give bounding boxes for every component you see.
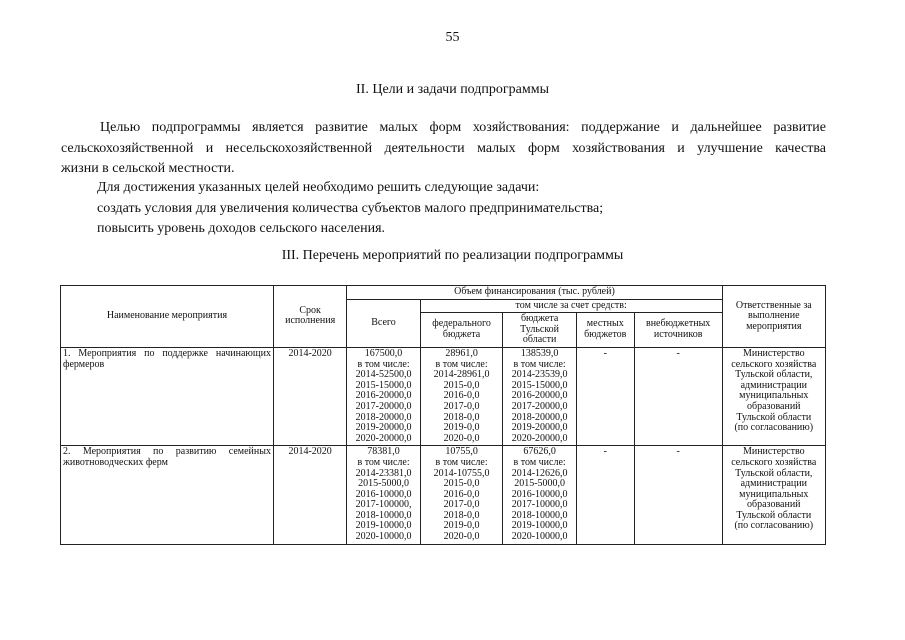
regional-cell-line: 2015-5000,0 [514, 478, 566, 490]
regional-cell-line: 138539,0 [520, 347, 559, 359]
regional-cell [503, 446, 576, 544]
regional-cell-line: 2014-23539,0 [511, 369, 568, 381]
federal-cell-line: 2014-28961,0 [433, 369, 490, 381]
total-cell-line: 2016-20000,0 [355, 390, 412, 402]
total-cell-line: в том числе: [357, 456, 410, 468]
table-row [61, 347, 826, 445]
header-funding: Объем финансирования (тыс. рублей) [347, 286, 722, 300]
responsible-cell-line: администрации [740, 379, 807, 391]
header-extra: внебюджетных источников [634, 313, 722, 348]
federal-cell-line: 2015-0,0 [443, 379, 480, 391]
total-cell-line: 2017-100000, [355, 499, 412, 511]
regional-cell-line: 2014-12626,0 [511, 467, 568, 479]
measure-name-cell: 1. Мероприятия по поддержке начинающих фермеров [61, 347, 274, 445]
regional-cell-line: 67626,0 [523, 446, 556, 458]
header-regional: бюджета Тульской области [503, 313, 576, 348]
responsible-cell-line: образований [747, 400, 801, 412]
total-cell-line: 2014-23381,0 [355, 467, 412, 479]
section-3-heading: III. Перечень мероприятий по реализации подпрограммы [281, 248, 624, 263]
responsible-cell [722, 446, 825, 544]
federal-cell-line: в том числе: [435, 456, 488, 468]
task-item: повысить уровень доходов сельского населения. [97, 221, 386, 236]
local-cell: - [576, 446, 634, 544]
total-cell-line: в том числе: [357, 358, 410, 370]
federal-cell-line: 2016-0,0 [443, 488, 480, 500]
federal-cell-line: 10755,0 [445, 446, 478, 458]
regional-cell-line: 2017-20000,0 [511, 400, 568, 412]
federal-cell-line: 2018-0,0 [443, 411, 480, 423]
responsible-cell-line: Тульской области [736, 509, 812, 521]
federal-cell-line: 2016-0,0 [443, 390, 480, 402]
total-cell-line: 2015-5000,0 [358, 478, 409, 490]
regional-cell-line: 2016-20000,0 [511, 390, 568, 402]
regional-cell-line: 2015-15000,0 [511, 379, 568, 391]
federal-cell-line: 2015-0,0 [443, 478, 480, 490]
responsible-cell-line: сельского хозяйства [731, 358, 817, 370]
responsible-cell-line: Министерство [742, 347, 805, 359]
regional-cell-line: в том числе: [513, 358, 566, 370]
page-number: 55 [445, 30, 460, 45]
regional-cell-line: 2018-10000,0 [511, 509, 568, 521]
total-cell-line: 2020-20000,0 [355, 432, 412, 444]
table-row [61, 446, 826, 544]
regional-cell [503, 347, 576, 445]
goal-line: Целью подпрограммы является развитие малых форм хозяйствования: поддержание и дальнейшее развитие [100, 120, 826, 135]
section-2-heading: II. Цели и задачи подпрограммы [356, 82, 549, 97]
goal-line: жизни в сельской местности. [61, 161, 235, 176]
federal-cell-line: 2017-0,0 [443, 400, 480, 412]
term-cell: 2014-2020 [273, 347, 346, 445]
total-cell [347, 446, 420, 544]
responsible-cell-line: (по согласованию) [734, 520, 814, 532]
responsible-cell-line: образований [747, 499, 801, 511]
extra-cell: - [634, 347, 722, 445]
header-local: местных бюджетов [576, 313, 634, 348]
header-name: Наименование мероприятия [61, 286, 274, 348]
header-total: Всего [347, 299, 420, 347]
regional-cell-line: 2019-20000,0 [511, 422, 568, 434]
federal-cell-line: 2018-0,0 [443, 509, 480, 521]
regional-cell-line: 2019-10000,0 [511, 520, 568, 532]
header-responsible: Ответственные за выполнение мероприятия [722, 286, 825, 348]
responsible-cell-line: муниципальных [739, 488, 809, 500]
total-cell-line: 167500,0 [364, 347, 403, 359]
header-federal: федерального бюджета [420, 313, 503, 348]
regional-cell-line: 2018-20000,0 [511, 411, 568, 423]
regional-cell-line: 2020-20000,0 [511, 432, 568, 444]
local-cell: - [576, 347, 634, 445]
goal-line: сельскохозяйственной и несельскохозяйственной деятельности малых форм хозяйствования и улучшение качества [61, 140, 826, 156]
federal-cell-line: 2014-10755,0 [433, 467, 490, 479]
regional-cell-line: в том числе: [513, 456, 566, 468]
federal-cell-line: 2020-0,0 [443, 531, 480, 543]
federal-cell-line: в том числе: [435, 358, 488, 370]
federal-cell-line: 2017-0,0 [443, 499, 480, 511]
responsible-cell-line: Тульской области, [735, 467, 813, 479]
federal-cell-line: 2019-0,0 [443, 422, 480, 434]
total-cell-line: 2015-15000,0 [355, 379, 412, 391]
regional-cell-line: 2016-10000,0 [511, 488, 568, 500]
federal-cell-line: 2020-0,0 [443, 432, 480, 444]
federal-cell [420, 446, 503, 544]
measure-name-cell: 2. Мероприятия по развитию семейных животноводческих ферм [61, 446, 274, 544]
total-cell-line: 2016-10000,0 [355, 488, 412, 500]
total-cell-line: 2018-10000,0 [355, 509, 412, 521]
total-cell-line: 78381,0 [367, 446, 400, 458]
responsible-cell-line: Тульской области, [735, 369, 813, 381]
total-cell-line: 2020-10000,0 [355, 531, 412, 543]
total-cell-line: 2014-52500,0 [355, 369, 412, 381]
responsible-cell-line: муниципальных [739, 390, 809, 402]
header-term: Срок исполнения [273, 286, 346, 348]
federal-cell [420, 347, 503, 445]
responsible-cell-line: администрации [740, 478, 807, 490]
measures-table [60, 285, 826, 545]
responsible-cell-line: (по согласованию) [734, 422, 814, 434]
total-cell [347, 347, 420, 445]
responsible-cell-line: Министерство [742, 446, 805, 458]
goal-paragraph [61, 118, 826, 180]
total-cell-line: 2017-20000,0 [355, 400, 412, 412]
responsible-cell-line: сельского хозяйства [731, 456, 817, 468]
task-item: создать условия для увеличения количества субъектов малого предпринимательства; [97, 200, 604, 216]
total-cell-line: 2018-20000,0 [355, 411, 412, 423]
tasks-intro: Для достижения указанных целей необходимо решить следующие задачи: [97, 180, 540, 195]
extra-cell: - [634, 446, 722, 544]
regional-cell-line: 2017-10000,0 [511, 499, 568, 511]
term-cell: 2014-2020 [273, 446, 346, 544]
federal-cell-line: 2019-0,0 [443, 520, 480, 532]
regional-cell-line: 2020-10000,0 [511, 531, 568, 543]
tasks-paragraph [97, 178, 826, 240]
total-cell-line: 2019-10000,0 [355, 520, 412, 532]
header-including: том числе за счет средств: [420, 299, 722, 313]
federal-cell-line: 28961,0 [445, 347, 478, 359]
responsible-cell-line: Тульской области [736, 411, 812, 423]
responsible-cell [722, 347, 825, 445]
total-cell-line: 2019-20000,0 [355, 422, 412, 434]
